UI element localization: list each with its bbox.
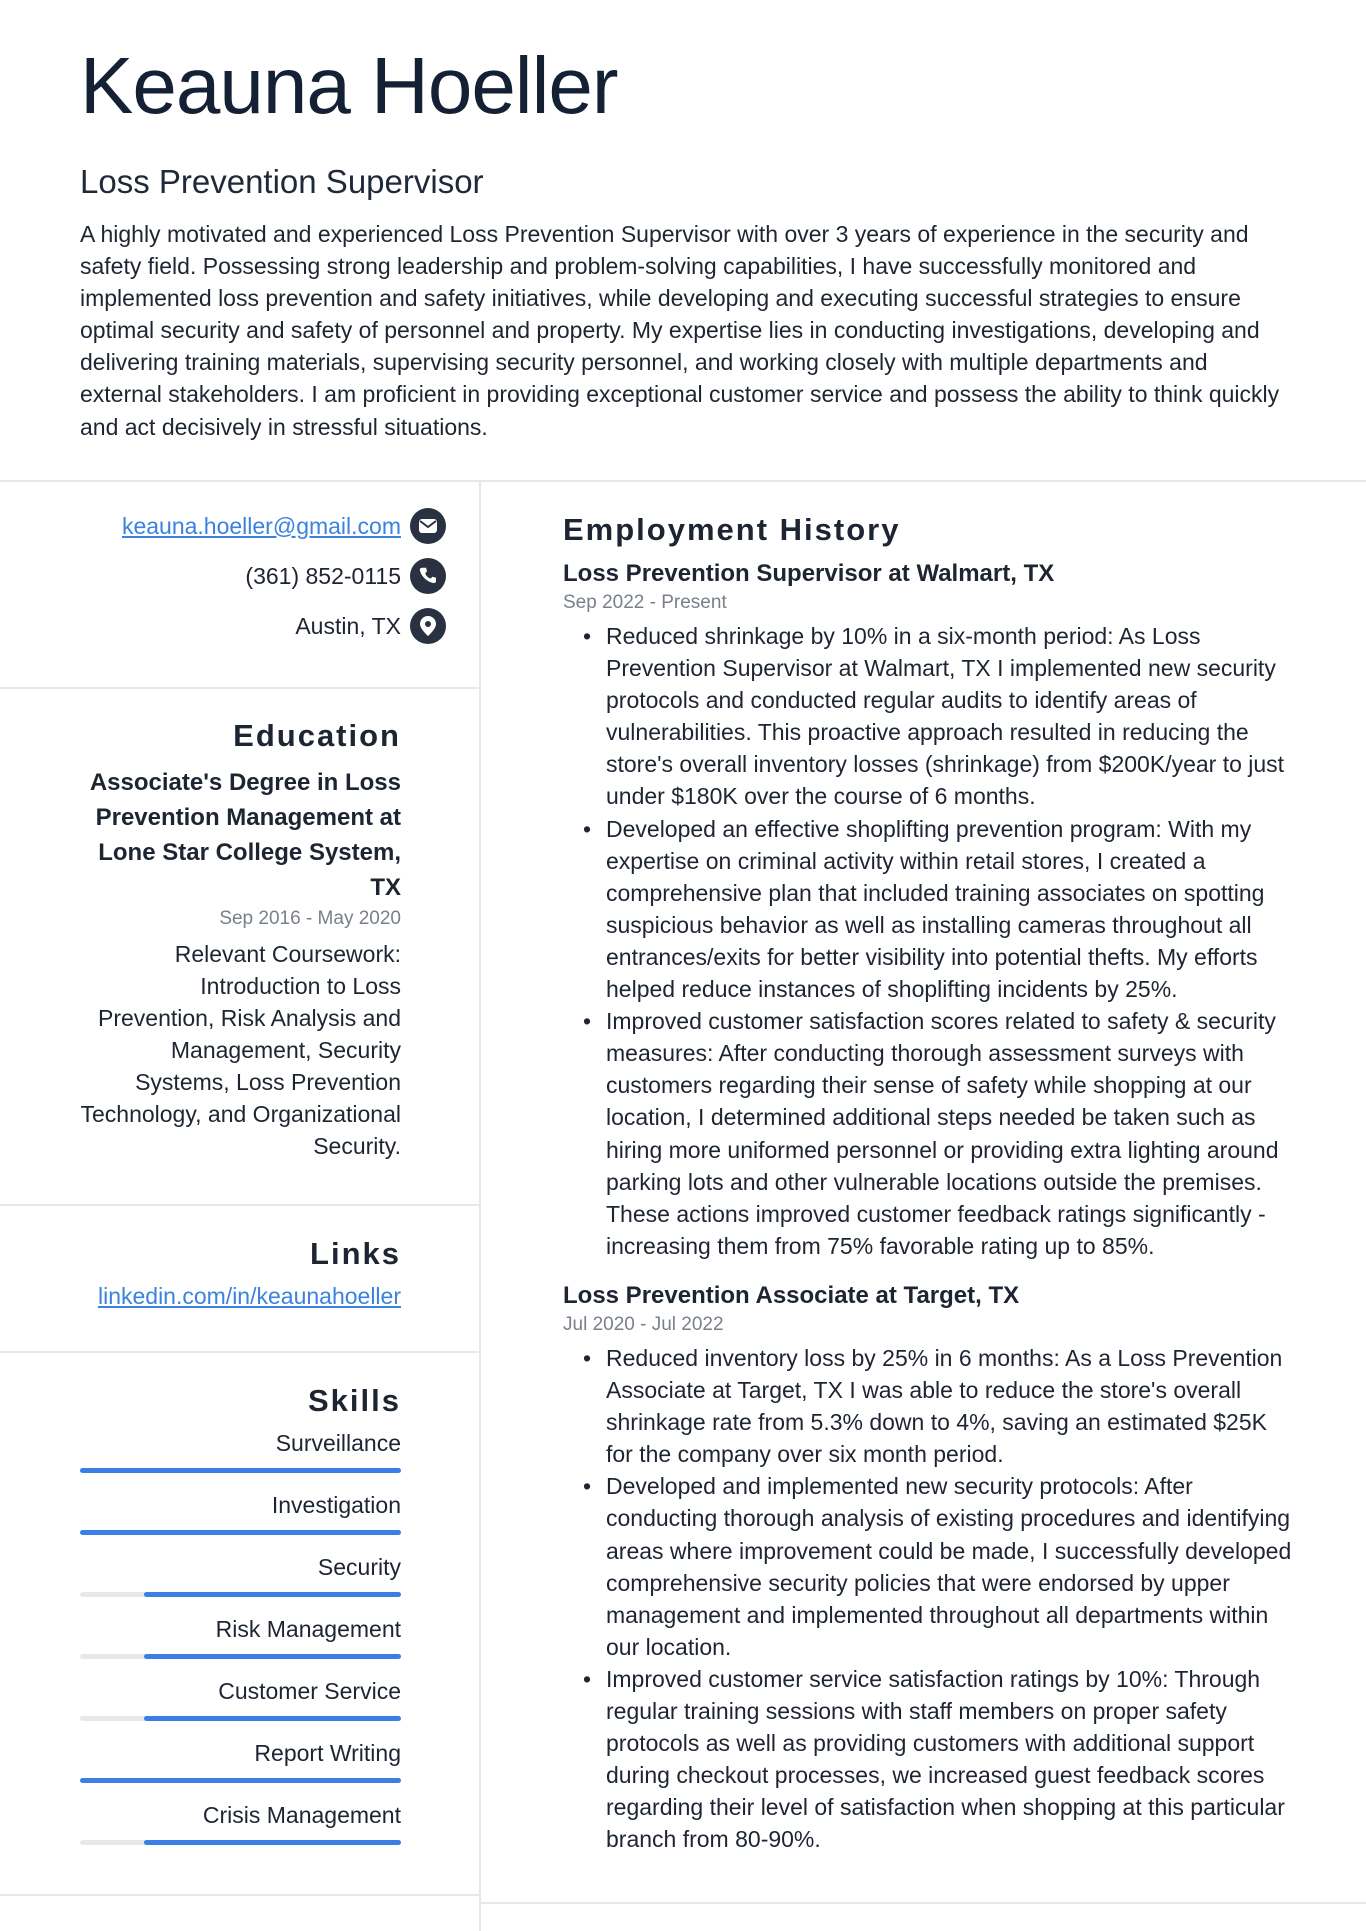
sidebar bbox=[80, 0, 401, 1931]
skill-label: Crisis Management bbox=[202, 1802, 401, 1828]
skill-level-fill bbox=[144, 1840, 401, 1845]
skill-item bbox=[80, 1800, 401, 1830]
skill-item bbox=[80, 1428, 401, 1458]
job-bullet: • Improved customer satisfaction scores related to safety & security measures: After conducting thorough assessment surveys with customers regarding their sense of safety while shopping at our location, I determined additional steps needed be taken such as hiring more uniformed personnel or providing extra lighting around parking lots and other vulnerable locations outside the premises. These actions improved customer feedback ratings significantly - increasing them from 75% favorable rating up to 85%. bbox=[563, 1005, 1293, 1262]
skill-label: Risk Management bbox=[215, 1616, 401, 1642]
skill-label: Security bbox=[317, 1554, 401, 1580]
linkedin-link[interactable]: linkedin.com/in/keaunahoeller bbox=[97, 1283, 401, 1309]
skill-label: Customer Service bbox=[218, 1678, 401, 1704]
education-degree: Associate's Degree in Loss Prevention Management at Lone Star College System, TX bbox=[89, 769, 401, 901]
skill-label: Report Writing bbox=[254, 1740, 401, 1766]
column-divider bbox=[479, 480, 481, 1931]
education-heading: Education bbox=[233, 718, 401, 753]
envelope-icon bbox=[410, 508, 446, 544]
job-dates: Jul 2020 - Jul 2022 bbox=[563, 1314, 724, 1335]
job-bullet: • Developed and implemented new security protocols: After conducting thorough analysis of existing procedures and identifying areas where improvement could be made, I successfully developed comprehensive security policies that were endorsed by upper management and implemented throughout all departments within our location. bbox=[563, 1470, 1293, 1663]
job-title: Loss Prevention Supervisor at Walmart, TX bbox=[563, 560, 1055, 587]
skill-level-bar bbox=[80, 1468, 401, 1473]
skill-item bbox=[80, 1490, 401, 1520]
phone-icon bbox=[410, 558, 446, 594]
contact-email-row bbox=[122, 508, 401, 544]
candidate-role: Loss Prevention Supervisor bbox=[80, 163, 484, 200]
education-description: Relevant Coursework: Introduction to Loss Prevention, Risk Analysis and Management, Security Systems, Loss Prevention Technology, and Organizational Security. bbox=[80, 941, 401, 1159]
job-bullets bbox=[563, 1342, 1293, 1856]
job-entry bbox=[563, 1282, 1293, 1856]
skill-level-bar bbox=[80, 1592, 401, 1597]
skill-item bbox=[80, 1676, 401, 1706]
skill-item bbox=[80, 1552, 401, 1582]
skill-level-bar bbox=[80, 1778, 401, 1783]
skill-level-bar bbox=[80, 1716, 401, 1721]
skill-level-fill bbox=[144, 1716, 401, 1721]
employment-heading: Employment History bbox=[563, 512, 901, 547]
job-entry bbox=[563, 560, 1293, 1262]
skill-item bbox=[80, 1738, 401, 1768]
main-column bbox=[563, 0, 1293, 1931]
job-bullet: • Developed an effective shoplifting prevention program: With my expertise on criminal activity within retail stores, I created a comprehensive plan that included training associates on spotting suspicious behavior as well as installing cameras throughout all entrances/exits for better visibility into potential thefts. My efforts helped reduce instances of shoplifting incidents by 25%. bbox=[563, 813, 1293, 1006]
skill-label: Surveillance bbox=[275, 1430, 401, 1456]
skill-level-fill bbox=[80, 1530, 401, 1535]
contact-phone-row bbox=[245, 558, 401, 594]
links-heading: Links bbox=[310, 1236, 401, 1271]
job-title: Loss Prevention Associate at Target, TX bbox=[563, 1282, 1020, 1309]
skill-level-bar bbox=[80, 1530, 401, 1535]
job-bullet: • Improved customer service satisfaction ratings by 10%: Through regular training sessions with staff members on proper safety protocols as well as providing customers with additional support during checkout processes, we increased guest feedback scores regarding their level of satisfaction when shopping at this particular branch from 80-90%. bbox=[563, 1663, 1293, 1856]
skill-level-fill bbox=[80, 1778, 401, 1783]
education-dates: Sep 2016 - May 2020 bbox=[219, 908, 401, 929]
skill-level-fill bbox=[144, 1592, 401, 1597]
job-bullet: • Reduced inventory loss by 25% in 6 months: As a Loss Prevention Associate at Target, TX I was able to reduce the store's overall shrinkage rate from 5.3% down to 4%, saving an estimated $25K for the company over six month period. bbox=[563, 1342, 1293, 1470]
skill-label: Investigation bbox=[271, 1492, 401, 1518]
phone-number: (361) 852-0115 bbox=[245, 562, 401, 589]
skill-level-bar bbox=[80, 1654, 401, 1659]
skills-heading: Skills bbox=[308, 1383, 401, 1418]
skill-level-fill bbox=[144, 1654, 401, 1659]
contact-location-row bbox=[295, 608, 401, 644]
location-text: Austin, TX bbox=[295, 612, 401, 639]
skill-level-bar bbox=[80, 1840, 401, 1845]
profile-summary: A highly motivated and experienced Loss Prevention Supervisor with over 3 years of experience in the security and safety field. Possessing strong leadership and problem-solving capabilities, I have successfully monitored and implemented loss prevention and safety initiatives, while developing and executing successful strategies to ensure optimal security and safety of personnel and property. My expertise lies in conducting investigations, developing and delivering training materials, supervising security personnel, and working closely with multiple departments and external stakeholders. I am proficient in providing exceptional customer service and possess the ability to think quickly and act decisively in stressful situations. bbox=[80, 221, 1280, 440]
map-pin-icon bbox=[410, 608, 446, 644]
job-bullet: • Reduced shrinkage by 10% in a six-month period: As Loss Prevention Supervisor at Walmart, TX I implemented new security protocols and conducted regular audits to identify areas of vulnerabilities. This proactive approach resulted in reducing the store's overall inventory losses (shrinkage) from $200K/year to just under $180K over the course of 6 months. bbox=[563, 620, 1293, 813]
email-link[interactable]: keauna.hoeller@gmail.com bbox=[121, 512, 401, 539]
skill-level-fill bbox=[80, 1468, 401, 1473]
skill-item bbox=[80, 1614, 401, 1644]
job-bullets bbox=[563, 620, 1293, 1262]
job-dates: Sep 2022 - Present bbox=[563, 592, 727, 613]
candidate-name: Keauna Hoeller bbox=[80, 41, 618, 130]
